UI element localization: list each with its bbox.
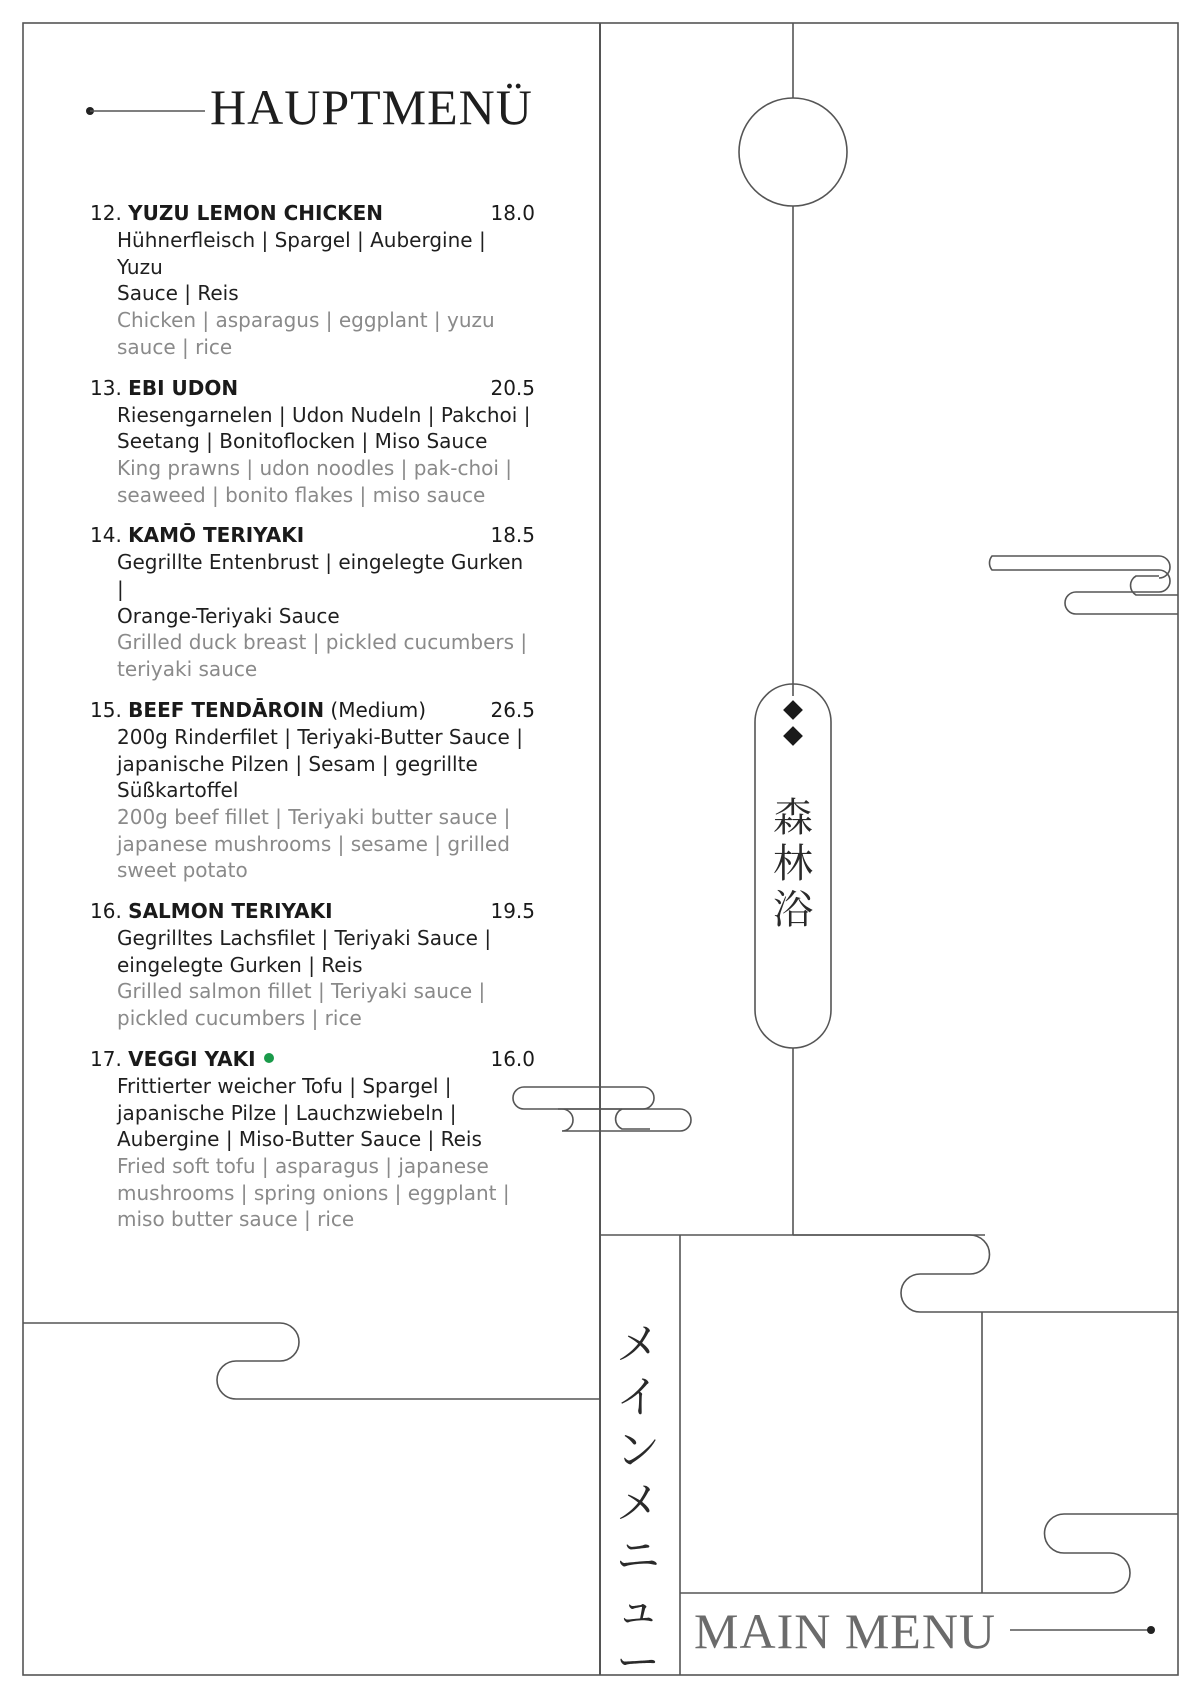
item-number: 16. bbox=[90, 899, 122, 924]
menu-list bbox=[90, 200, 535, 1247]
description-de-line: japanische Pilzen | Sesam | gegrillte bbox=[117, 751, 478, 776]
description-en-line: teriyaki sauce bbox=[117, 657, 258, 682]
description-de-line: Frittierter weicher Tofu | Spargel | bbox=[117, 1073, 452, 1098]
vertical-kanji bbox=[771, 795, 815, 933]
item-description bbox=[90, 402, 535, 509]
description-de-line: Orange-Teriyaki Sauce bbox=[117, 603, 340, 628]
item-number: 13. bbox=[90, 375, 122, 400]
cloud-icon bbox=[23, 1323, 600, 1399]
menu-item bbox=[90, 375, 535, 509]
description-de-line: 200g Rinderfilet | Teriyaki-Butter Sauce | bbox=[117, 724, 523, 749]
katakana-char: メ bbox=[616, 1478, 660, 1529]
kanji-char: 林 bbox=[773, 841, 813, 887]
item-description bbox=[90, 549, 535, 683]
item-header bbox=[90, 522, 535, 549]
item-description bbox=[90, 724, 535, 884]
item-price: 18.5 bbox=[490, 523, 535, 548]
vegetarian-dot-icon bbox=[264, 1053, 274, 1063]
item-number: 15. bbox=[90, 697, 122, 722]
item-header bbox=[90, 1046, 535, 1073]
item-name: SALMON TERIYAKI bbox=[128, 899, 333, 924]
diamond-icon bbox=[783, 700, 803, 720]
item-header bbox=[90, 200, 535, 227]
item-price: 20.5 bbox=[490, 375, 535, 400]
item-price: 16.0 bbox=[490, 1046, 535, 1071]
description-de-line: eingelegte Gurken | Reis bbox=[117, 952, 363, 977]
menu-item bbox=[90, 697, 535, 884]
item-description bbox=[90, 227, 535, 361]
description-en-line: Grilled salmon fillet | Teriyaki sauce | bbox=[117, 979, 486, 1004]
description-en-line: Fried soft tofu | asparagus | japanese bbox=[117, 1153, 489, 1178]
description-de-line: japanische Pilze | Lauchzwiebeln | bbox=[117, 1100, 457, 1125]
item-description bbox=[90, 1073, 535, 1233]
description-en-line: miso butter sauce | rice bbox=[117, 1207, 355, 1232]
sun-circle-icon bbox=[739, 98, 847, 206]
diamond-icon bbox=[783, 726, 803, 746]
description-de-line: Gegrilltes Lachsfilet | Teriyaki Sauce | bbox=[117, 926, 492, 951]
item-price: 26.5 bbox=[490, 697, 535, 722]
katakana-char: ュ bbox=[616, 1584, 660, 1635]
cloud-icon bbox=[793, 1235, 1178, 1312]
description-de-line: Riesengarnelen | Udon Nudeln | Pakchoi | bbox=[117, 402, 531, 427]
menu-item bbox=[90, 522, 535, 683]
katakana-char: ニ bbox=[616, 1531, 660, 1582]
menu-item bbox=[90, 200, 535, 361]
page-title-de: HAUPTMENÜ bbox=[210, 79, 533, 135]
item-price: 19.5 bbox=[490, 899, 535, 924]
description-en-line: Grilled duck breast | pickled cucumbers | bbox=[117, 630, 528, 655]
description-en-line: 200g beef fillet | Teriyaki butter sauce | bbox=[117, 804, 511, 829]
description-de-line: Sauce | Reis bbox=[117, 281, 239, 306]
katakana-char: ー bbox=[616, 1637, 660, 1688]
katakana-char: イ bbox=[616, 1372, 660, 1423]
menu-item bbox=[90, 898, 535, 1032]
description-en-line: Chicken | asparagus | eggplant | yuzu bbox=[117, 308, 495, 333]
vertical-katakana bbox=[614, 1318, 662, 1689]
item-header bbox=[90, 898, 535, 925]
description-en-line: King prawns | udon noodles | pak-choi | bbox=[117, 455, 513, 480]
description-en-line: sweet potato bbox=[117, 858, 248, 883]
item-header bbox=[90, 375, 535, 402]
description-en-line: japanese mushrooms | sesame | grilled bbox=[117, 831, 510, 856]
item-description bbox=[90, 925, 535, 1032]
description-en-line: sauce | rice bbox=[117, 334, 233, 359]
item-header bbox=[90, 697, 535, 724]
description-de-line: Gegrillte Entenbrust | eingelegte Gurken | bbox=[117, 550, 524, 602]
item-number: 14. bbox=[90, 523, 122, 548]
item-number: 17. bbox=[90, 1046, 122, 1071]
description-en-line: pickled cucumbers | rice bbox=[117, 1006, 362, 1031]
description-de-line: Seetang | Bonitoflocken | Miso Sauce bbox=[117, 429, 488, 454]
item-name: VEGGI YAKI bbox=[128, 1046, 256, 1071]
description-de-line: Aubergine | Miso-Butter Sauce | Reis bbox=[117, 1127, 482, 1152]
page-title-en: MAIN MENU bbox=[694, 1603, 997, 1659]
description-en-line: mushrooms | spring onions | eggplant | bbox=[117, 1180, 510, 1205]
item-name: YUZU LEMON CHICKEN bbox=[128, 201, 384, 225]
description-de-line: Süßkartoffel bbox=[117, 778, 239, 803]
menu-item bbox=[90, 1046, 535, 1233]
katakana-char: ン bbox=[616, 1425, 660, 1476]
kanji-char: 浴 bbox=[773, 887, 813, 933]
item-note: (Medium) bbox=[324, 697, 427, 722]
item-name: KAMŌ TERIYAKI bbox=[128, 523, 305, 548]
description-de-line: Hühnerfleisch | Spargel | Aubergine | Yuzu bbox=[117, 228, 486, 279]
cloud-icon bbox=[989, 556, 1178, 614]
item-price: 18.0 bbox=[490, 201, 535, 225]
item-name: BEEF TENDĀROIN bbox=[128, 697, 325, 722]
katakana-char: メ bbox=[616, 1319, 660, 1370]
item-number: 12. bbox=[90, 201, 122, 225]
kanji-char: 森 bbox=[773, 795, 813, 841]
footer-dot-icon bbox=[1147, 1626, 1155, 1634]
item-name: EBI UDON bbox=[128, 375, 239, 400]
description-en-line: seaweed | bonito flakes | miso sauce bbox=[117, 482, 486, 507]
